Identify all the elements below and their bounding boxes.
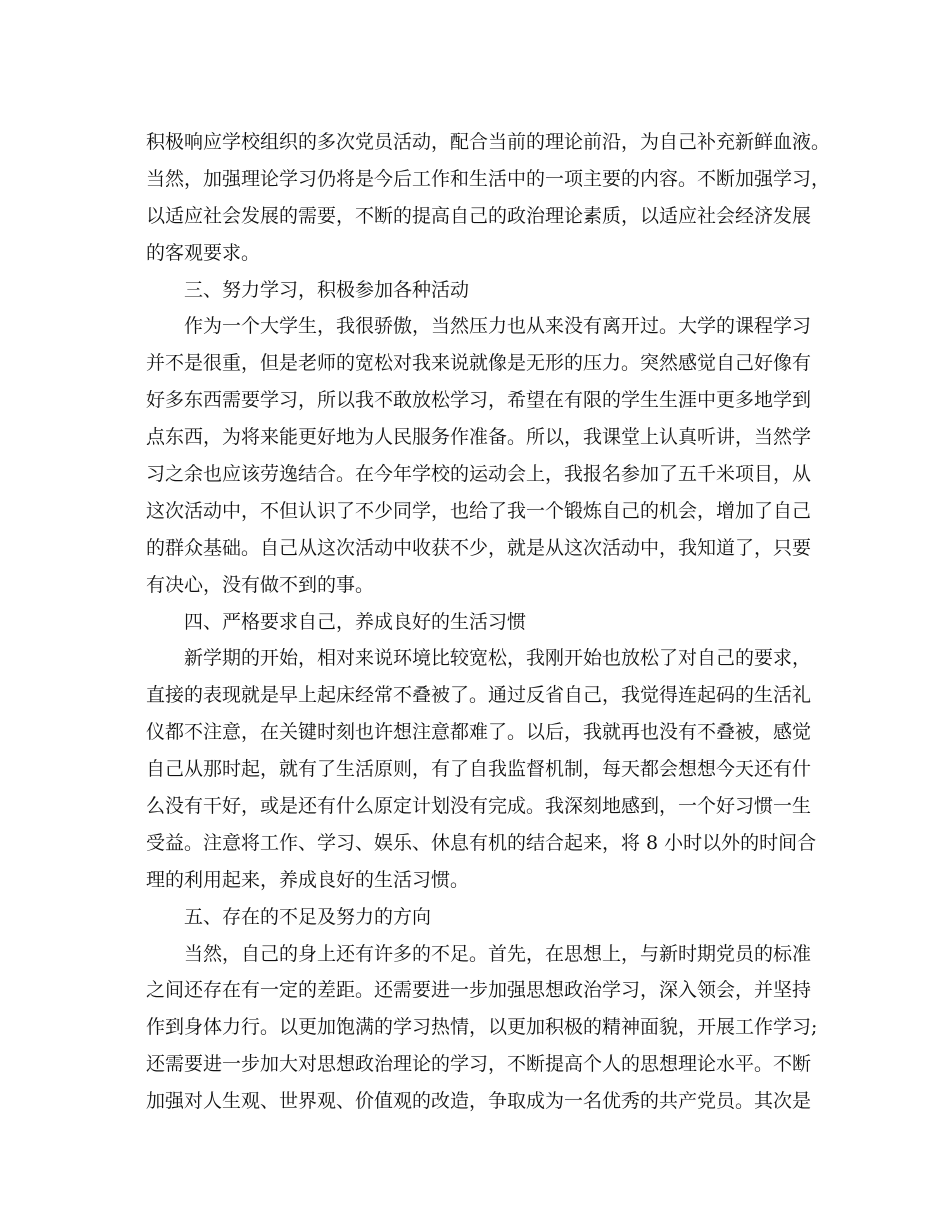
text-line: 新学期的开始，相对来说环境比较宽松，我刚开始也放松了对自己的要求， [184, 647, 812, 670]
text-line: 有决心，没有做不到的事。 [146, 573, 375, 596]
text-line: 么没有干好，或是还有什么原定计划没有完成。我深刻地感到，一个好习惯一生 [146, 795, 812, 818]
text-line: 点东西，为将来能更好地为人民服务作准备。所以，我课堂上认真听讲，当然学 [146, 426, 812, 449]
text-line: 并不是很重，但是老师的宽松对我来说就像是无形的压力。突然感觉自己好像有 [146, 352, 812, 375]
document-page [146, 128, 831, 1124]
text-line: 习之余也应该劳逸结合。在今年学校的运动会上，我报名参加了五千米项目，从 [146, 463, 812, 486]
text-line: 当然，加强理论学习仍将是今后工作和生活中的一项主要的内容。不断加强学习， [146, 167, 831, 190]
text-line: 积极响应学校组织的多次党员活动，配合当前的理论前沿，为自己补充新鲜血液。 [146, 131, 831, 153]
text-line: 四、严格要求自己，养成良好的生活习惯 [184, 610, 527, 633]
text-line: 以适应社会发展的需要，不断的提高自己的政治理论素质，以适应社会经济发展 [146, 204, 812, 227]
text-line: 作为一个大学生，我很骄傲，当然压力也从来没有离开过。大学的课程学习 [184, 315, 812, 338]
text-line: 直接的表现就是早上起床经常不叠被了。通过反省自己，我觉得连起码的生活礼 [146, 684, 812, 707]
text-line: 加强对人生观、世界观、价值观的改造，争取成为一名优秀的共产党员。其次是 [146, 1090, 812, 1113]
text-line: 的群众基础。自己从这次活动中收获不少，就是从这次活动中，我知道了，只要 [146, 536, 812, 559]
text-line: 之间还存在有一定的差距。还需要进一步加强思想政治学习，深入领会，并坚持 [146, 979, 812, 1002]
text-line: 三、努力学习，积极参加各种活动 [184, 278, 470, 301]
text-line: 这次活动中，不但认识了不少同学，也给了我一个锻炼自己的机会，增加了自己 [146, 499, 812, 522]
text-line: 还需要进一步加大对思想政治理论的学习，不断提高个人的思想理论水平。不断 [146, 1053, 812, 1076]
text-line: 的客观要求。 [146, 241, 261, 264]
text-line: 理的利用起来，养成良好的生活习惯。 [146, 868, 470, 891]
text-line: 好多东西需要学习，所以我不敢放松学习，希望在有限的学生生涯中更多地学到 [146, 389, 812, 412]
text-line: 自己从那时起，就有了生活原则，有了自我监督机制，每天都会想想今天还有什 [146, 758, 812, 781]
text-line: 作到身体力行。以更加饱满的学习热情，以更加积极的精神面貌，开展工作学习; [146, 1016, 818, 1039]
text-line: 仪都不注意，在关键时刻也许想注意都难了。以后，我就再也没有不叠被，感觉 [146, 721, 812, 744]
text-line: 五、存在的不足及努力的方向 [184, 905, 432, 928]
text-line: 当然，自己的身上还有许多的不足。首先，在思想上，与新时期党员的标准 [184, 942, 812, 965]
text-line: 受益。注意将工作、学习、娱乐、休息有机的结合起来，将 8 小时以外的时间合 [146, 831, 817, 854]
